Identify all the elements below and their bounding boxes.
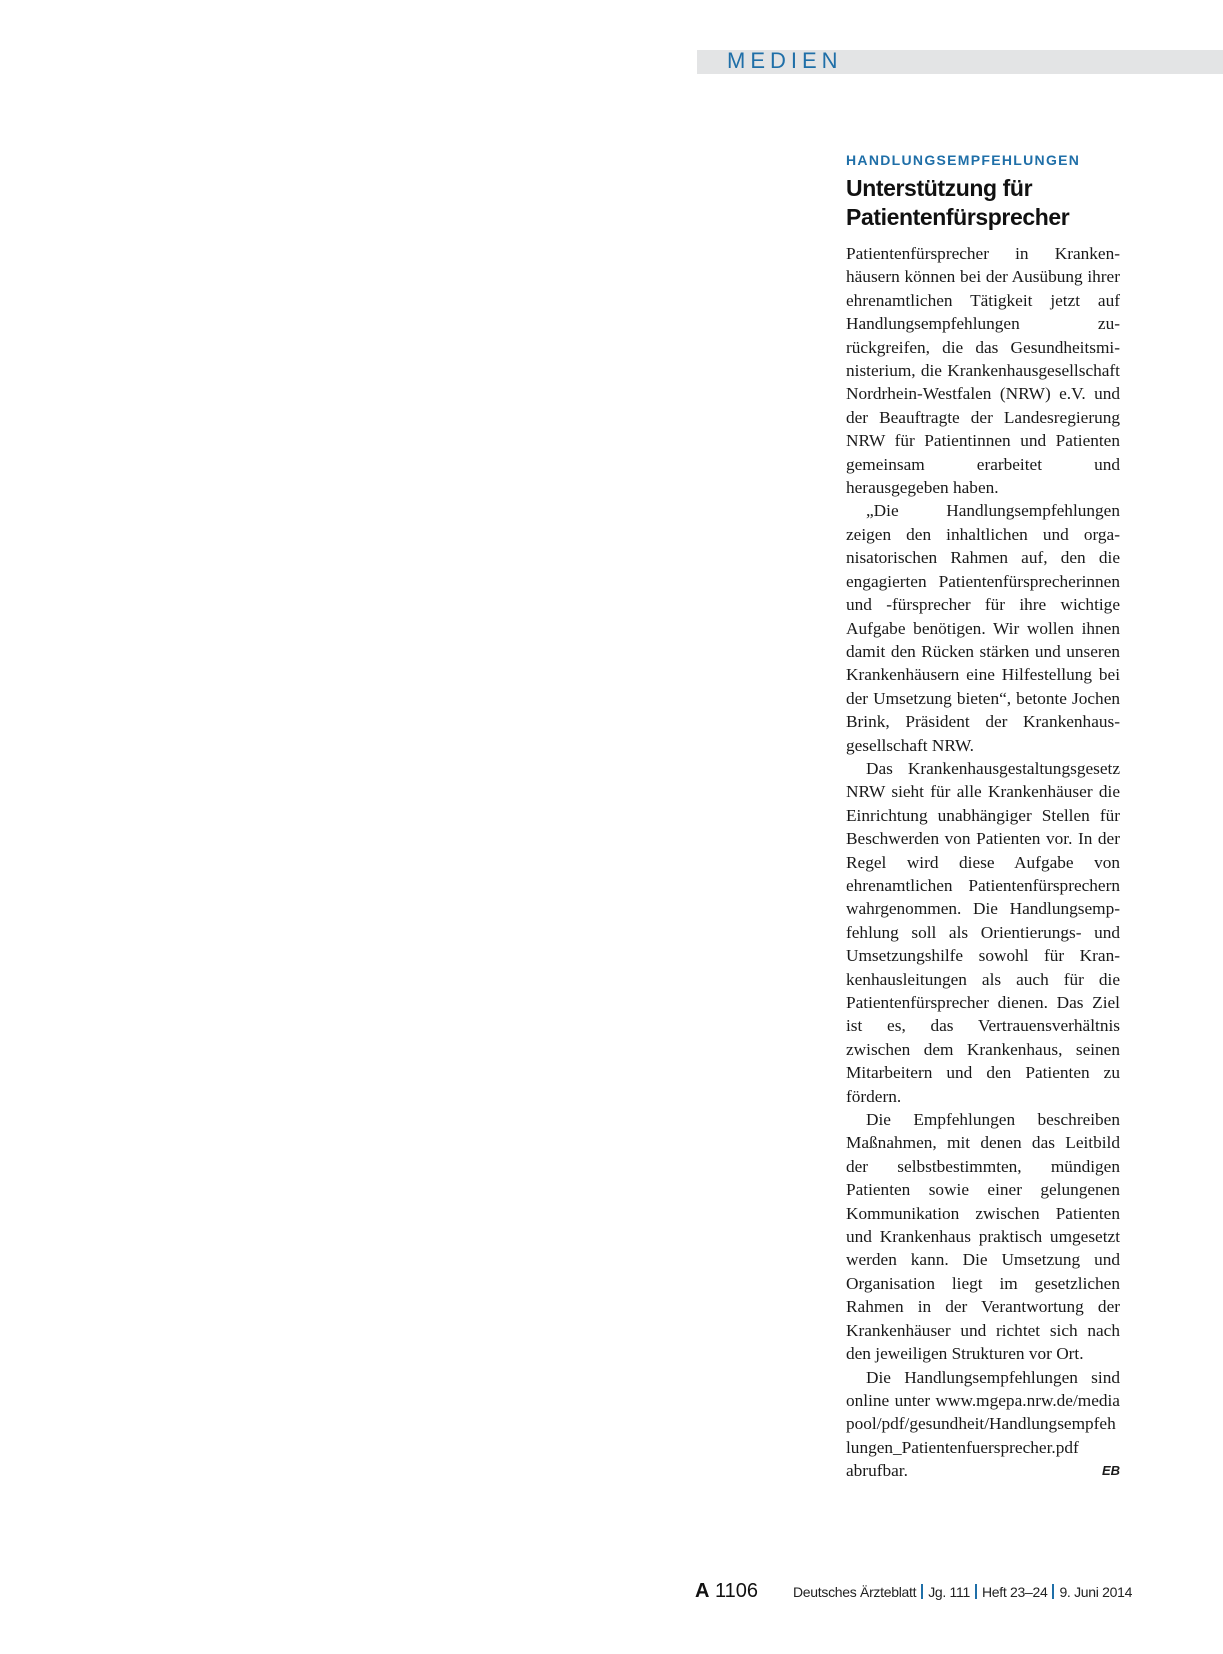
separator — [975, 1584, 977, 1599]
paragraph-1: Patientenfürsprecher in Krankenhäusern können bei der Ausübung ihrer ehrenamtlichen Tätigkeit jetzt auf Handlungsempfehlungen zurückgreifen, die das Gesundheitsministerium, die Krankenhausgesellschaft Nordrhein-Westfalen (NRW) e.V. und der Beauftragte der Landesregierung NRW für Patientinnen und Patienten gemeinsam erarbeitet und herausgegeben haben. — [846, 244, 1120, 498]
journal-issue: Heft 23–24 — [981, 1584, 1048, 1600]
separator — [1052, 1584, 1054, 1599]
journal-date: 9. Juni 2014 — [1059, 1584, 1133, 1600]
article-kicker: HANDLUNGSEMPFEHLUNGEN — [846, 152, 1081, 168]
author-initials: EB — [1101, 1463, 1120, 1479]
section-label: MEDIEN — [727, 48, 843, 73]
article-headline: Unterstützung für Patientenfürsprecher — [846, 175, 1070, 230]
journal-name: Deutsches Ärzteblatt — [793, 1584, 917, 1600]
journal-volume: Jg. 111 — [928, 1584, 970, 1600]
journal-info — [793, 1582, 1133, 1602]
page-footer — [0, 1578, 1223, 1608]
article-body — [846, 242, 1120, 1483]
paragraph-5-tail: abrufbar. — [846, 1461, 908, 1481]
page-number — [695, 1578, 758, 1604]
paragraph-5-lead: Die Handlungsempfehlungen sind online unter — [846, 1367, 1120, 1410]
article — [846, 150, 1120, 1483]
page-prefix: A — [695, 1580, 710, 1602]
page-number-value: 1106 — [715, 1580, 759, 1602]
paragraph-5 — [846, 1366, 1120, 1483]
pdf-link[interactable]: www.mgepa.nrw.de/mediapool/pdf/gesundheit/Handlungsempfehlungen_Patientenfuersprecher.pdf — [846, 1390, 1120, 1457]
separator — [921, 1584, 923, 1599]
paragraph-3: Das Krankenhausgestaltungsgesetz NRW sieht für alle Krankenhäuser die Einrichtung unabhängiger Stellen für Beschwerden von Patienten vor. In der Regel wird diese Aufgabe von ehrenamtlichen Patientenfürsprechern wahrgenommen. Die Handlungsempfehlung soll als Orientierungs- und Umsetzungshilfe sowohl für Krankenhausleitungen als auch für die Patientenfürsprecher dienen. Das Ziel ist es, das Vertrauensverhältnis zwischen dem Krankenhaus, seinen Mitarbeitern und den Patienten zu fördern. — [846, 758, 1120, 1106]
paragraph-4: Die Empfehlungen beschreiben Maßnahmen, mit denen das Leitbild der selbstbestimmten, mündigen Patienten sowie einer gelungenen Kommunikation zwischen Patienten und Krankenhaus praktisch umgesetzt werden kann. Die Umsetzung und Organisation liegt im gesetzlichen Rahmen in der Verantwortung der Krankenhäuser und richtet sich nach den jeweiligen Strukturen vor Ort. — [846, 1110, 1120, 1364]
paragraph-2: „Die Handlungsempfehlungen zeigen den inhaltlichen und organisatorischen Rahmen auf, den die engagierten Patientenfürsprecherinnen und -fürsprecher für ihre wichtige Aufgabe benötigen. Wir wollen ihnen damit den Rücken stärken und unseren Krankenhäusern eine Hilfestellung bei der Umsetzung bieten“, betonte Jochen Brink, Präsident der Krankenhausgesellschaft NRW. — [846, 501, 1120, 755]
